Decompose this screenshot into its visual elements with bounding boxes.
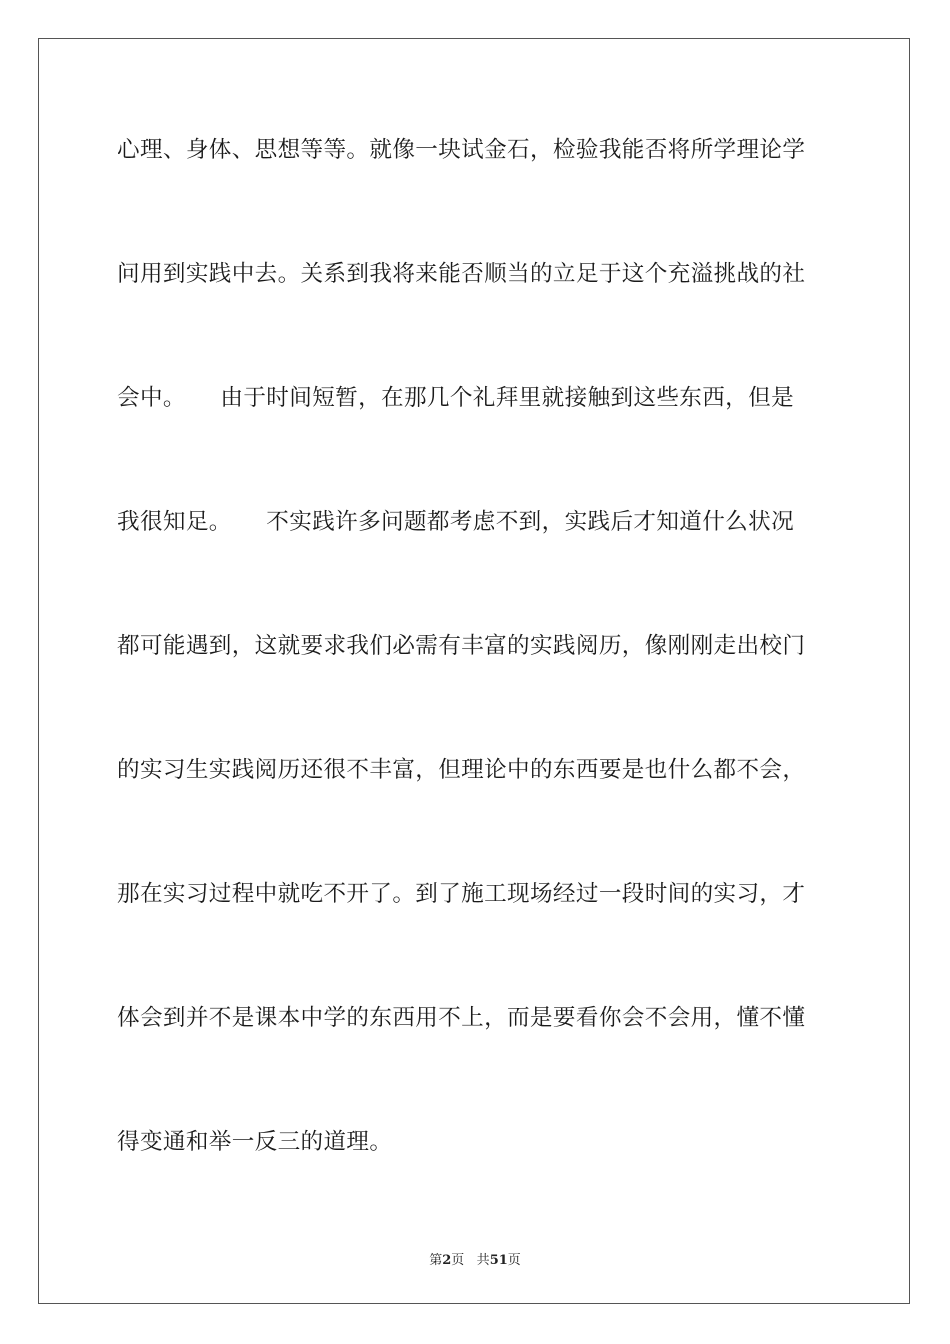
text-line: 那在实习过程中就吃不开了。到了施工现场经过一段时间的实习，才 [117,881,806,907]
total-suffix: 页 [507,1253,521,1268]
total-pages: 51 [489,1253,508,1268]
text-line: 都可能遇到，这就要求我们必需有丰富的实践阅历，像刚刚走出校门 [117,633,806,659]
total-prefix: 共 [476,1253,490,1268]
text-line: 问用到实践中去。关系到我将来能否顺当的立足于这个充溢挑战的社 [117,261,806,287]
page-number: 2 [442,1253,452,1268]
body-text [117,128,833,1244]
text-line: 心理、身体、思想等等。就像一块试金石，检验我能否将所学理论学 [117,137,806,163]
page-footer [0,1249,950,1268]
text-line: 的实习生实践阅历还很不丰富，但理论中的东西要是也什么都不会， [117,757,806,783]
page-suffix: 页 [451,1253,465,1268]
page-prefix: 第 [429,1253,443,1268]
text-line: 得变通和举一反三的道理。 [117,1129,393,1155]
text-line: 我很知足。 不实践许多问题都考虑不到，实践后才知道什么状况 [117,509,795,535]
text-line: 会中。 由于时间短暂，在那几个礼拜里就接触到这些东西，但是 [117,385,795,411]
text-line: 体会到并不是课本中学的东西用不上，而是要看你会不会用，懂不懂 [117,1005,806,1031]
